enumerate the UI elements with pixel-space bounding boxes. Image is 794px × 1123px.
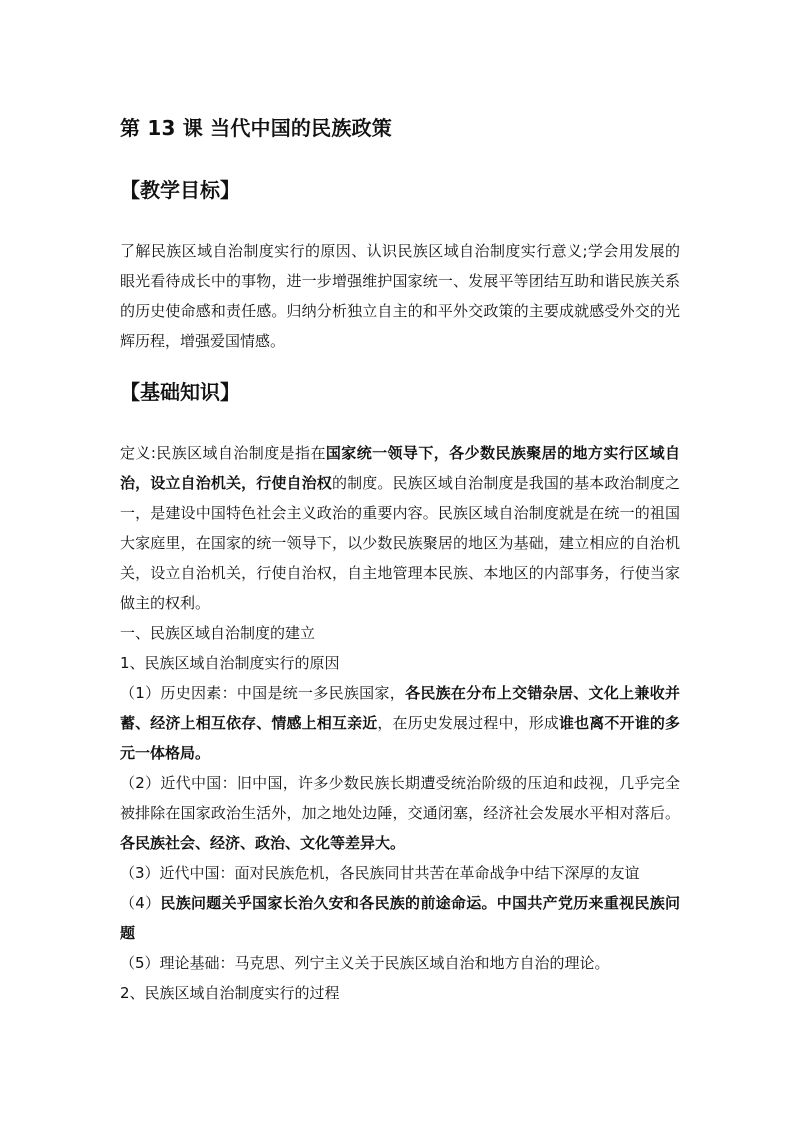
reason-item-2-text: （2）近代中国：旧中国，许多少数民族长期遭受统治阶级的压迫和歧视，几乎完全被排除在国家政治生活外，加之地处边陲，交通闭塞，经济社会发展水平相对落后。	[120, 774, 680, 822]
reason-item-2-bold: 各民族社会、经济、政治、文化等差异大。	[120, 834, 406, 852]
basic-knowledge-heading: 【基础知识】	[120, 380, 240, 404]
document-body	[120, 112, 680, 1008]
lesson-title: 第 13 课 当代中国的民族政策	[120, 116, 392, 140]
reason-item-3: （3）近代中国：面对民族危机，各民族同甘共苦在革命战争中结下深厚的友谊	[120, 864, 640, 882]
subheading-1: 1、民族区域自治制度实行的原因	[120, 654, 340, 672]
reason-item-4-bold: 民族问题关乎国家长治久安和各民族的前途命运。中国共产党历来重视民族问题	[120, 894, 680, 942]
teaching-goals-heading: 【教学目标】	[120, 178, 240, 202]
subheading-2: 2、民族区域自治制度实行的过程	[120, 984, 340, 1002]
reason-item-1-prefix: （1）历史因素：中国是统一多民族国家，	[120, 684, 406, 702]
reason-item-2	[120, 768, 680, 858]
reason-item-1-mid: ，在历史发展过程中，形成	[377, 714, 559, 732]
teaching-goals-text: 了解民族区域自治制度实行的原因、认识民族区域自治制度实行意义;学会用发展的眼光看待成长中的事物，进一步增强维护国家统一、发展平等团结互助和谐民族关系的历史使命感和责任感。归纳分析独立自主的和平外交政策的主要成就感受外交的光辉历程，增强爱国情感。	[120, 242, 680, 350]
section-heading-1: 一、民族区域自治制度的建立	[120, 624, 316, 642]
definition-bold: 国家统一领导下，各少数民族聚居的地方实行区域自治，设立自治机关，行使自治权	[120, 444, 680, 492]
reason-item-1-bold-1: 各民族在分布上交错杂居、文化上兼收并蓄、经济上相互依存、情感上相互亲近	[120, 684, 680, 732]
reason-item-1-bold-2: 谁也离不开谁的多元一体格局。	[120, 714, 680, 762]
definition-text-2: 的制度。民族区域自治制度是我国的基本政治制度之一，是建设中国特色社会主义政治的重要内容。民族区域自治制度就是在统一的祖国大家庭里，在国家的统一领导下，以少数民族聚居的地区为基础，建立相应的自治机关，设立自治机关，行使自治权，自主地管理本民族、本地区的内部事务，行使当家做主的权利。	[120, 474, 680, 612]
reason-item-5: （5）理论基础：马克思、列宁主义关于民族区域自治和地方自治的理论。	[120, 954, 610, 972]
definition-paragraph	[120, 438, 680, 618]
reason-item-1	[120, 678, 680, 768]
definition-text-1: 定义:民族区域自治制度是指在	[120, 444, 326, 462]
reason-item-4	[120, 888, 680, 948]
reason-item-4-prefix: （4）	[120, 894, 161, 912]
